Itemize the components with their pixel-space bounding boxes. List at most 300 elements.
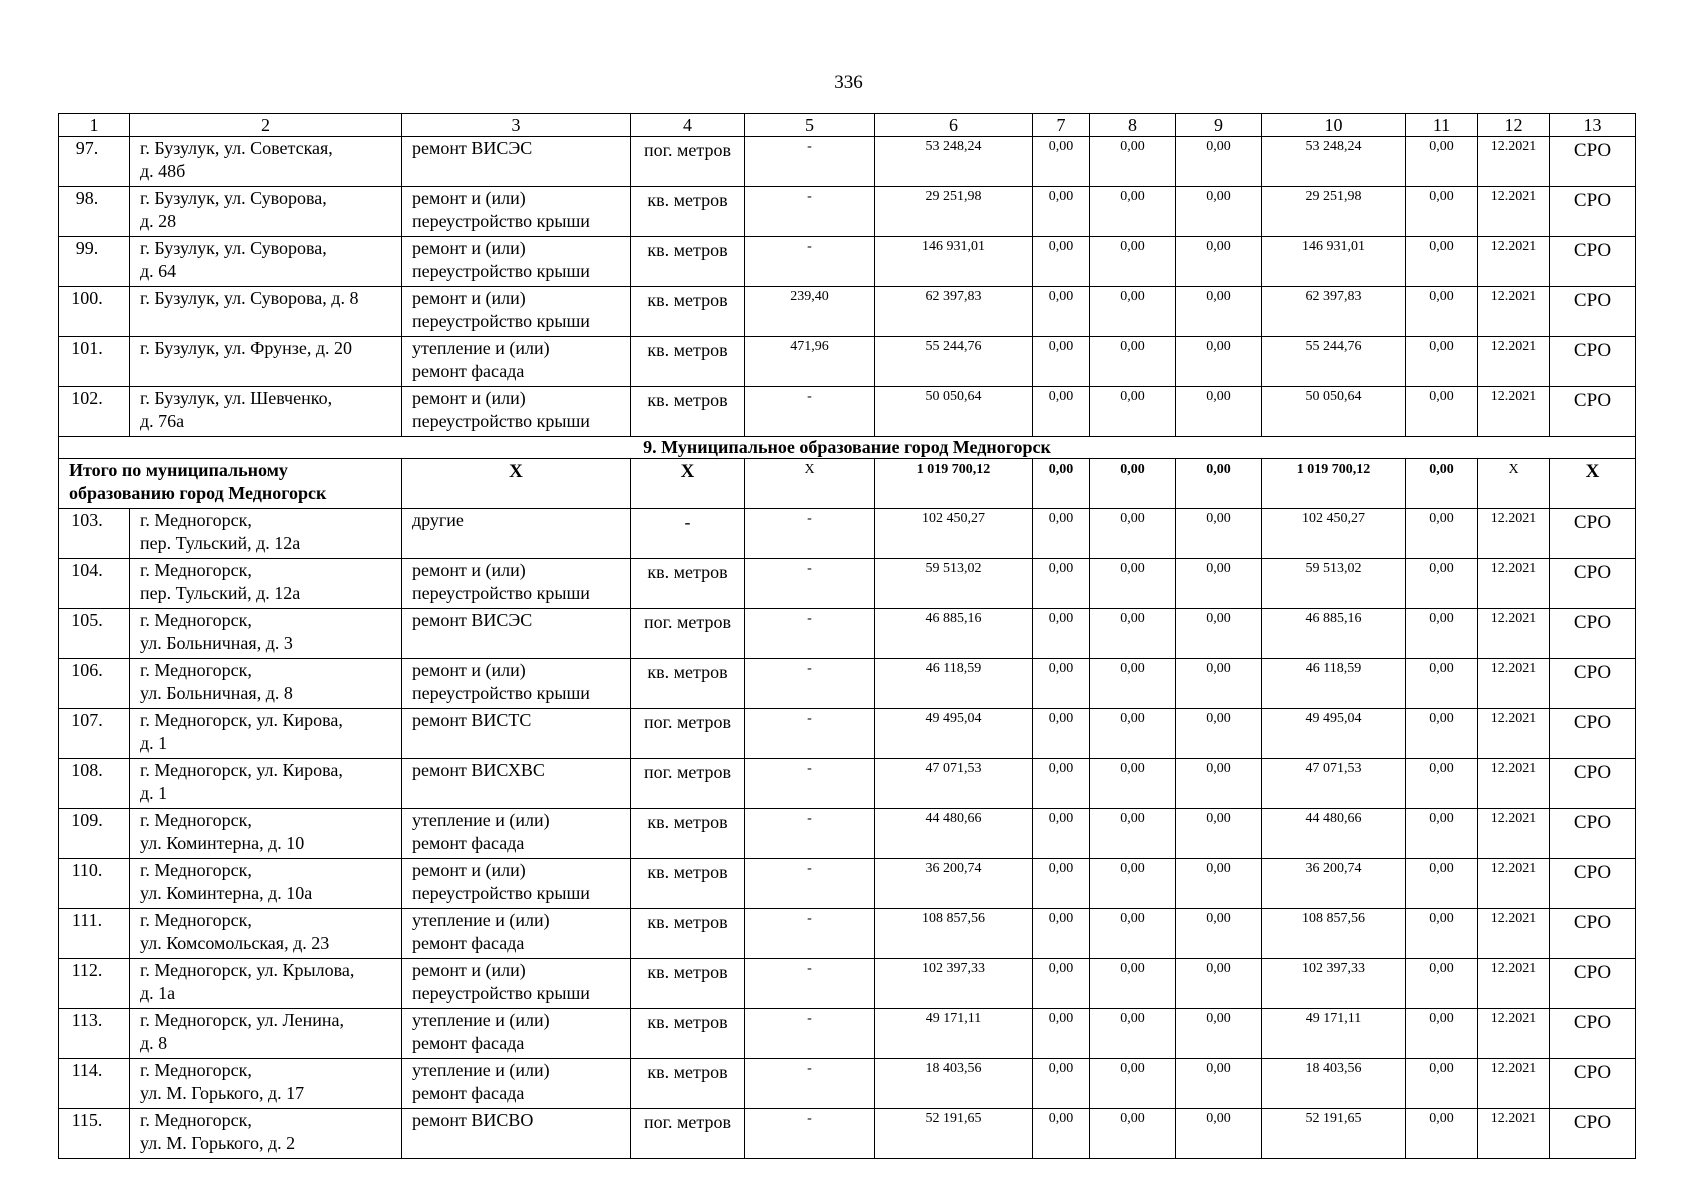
address-cell — [130, 859, 402, 909]
work-type-cell-line: ремонт и (или) — [412, 860, 526, 880]
category-cell: СРО — [1550, 137, 1636, 187]
address-cell-line: г. Медногорск, — [140, 560, 252, 580]
address-cell — [130, 609, 402, 659]
value-cell-c6: 52 191,65 — [875, 1109, 1033, 1159]
value-cell-c9: 0,00 — [1176, 1059, 1262, 1109]
value-cell-c10: 46 885,16 — [1262, 609, 1406, 659]
work-type-cell-line: переустройство крыши — [412, 983, 590, 1003]
column-header: 12 — [1478, 114, 1550, 137]
value-cell-c12: 12.2021 — [1478, 709, 1550, 759]
work-type-cell-line: ремонт фасада — [412, 833, 525, 853]
column-header: 4 — [631, 114, 745, 137]
work-type-cell-line: утепление и (или) — [412, 910, 550, 930]
value-cell-c11: 0,00 — [1406, 659, 1478, 709]
work-type-cell-line: ремонт ВИСВО — [412, 1110, 534, 1130]
address-cell-line: г. Бузулук, ул. Шевченко, — [140, 388, 333, 408]
value-cell-c10: 44 480,66 — [1262, 809, 1406, 859]
value-cell-c5: - — [745, 559, 875, 609]
work-type-cell-line: ремонт фасада — [412, 933, 525, 953]
value-cell-c6: 36 200,74 — [875, 859, 1033, 909]
address-cell — [130, 809, 402, 859]
work-type-cell — [402, 609, 631, 659]
value-cell-c11: 0,00 — [1406, 559, 1478, 609]
value-cell-c6: 46 885,16 — [875, 609, 1033, 659]
address-cell-line: г. Бузулук, ул. Суворова, д. 8 — [140, 288, 359, 308]
row-number: 113. — [59, 1009, 130, 1059]
address-cell-line: г. Медногорск, — [140, 660, 252, 680]
work-type-cell-line: ремонт фасада — [412, 1033, 525, 1053]
work-type-cell-line: ремонт и (или) — [412, 388, 526, 408]
work-type-cell — [402, 1109, 631, 1159]
address-cell-line: г. Медногорск, — [140, 860, 252, 880]
address-cell — [130, 1009, 402, 1059]
total-label-line: Итого по муниципальному — [69, 460, 288, 480]
work-type-cell-line: переустройство крыши — [412, 261, 590, 281]
unit-cell: кв. метров — [631, 909, 745, 959]
table-row — [59, 337, 1636, 387]
category-cell: СРО — [1550, 909, 1636, 959]
column-header: 11 — [1406, 114, 1478, 137]
address-cell — [130, 559, 402, 609]
unit-cell: кв. метров — [631, 809, 745, 859]
work-type-cell — [402, 509, 631, 559]
value-cell-c7: 0,00 — [1033, 909, 1090, 959]
work-type-cell-line: ремонт и (или) — [412, 288, 526, 308]
row-number: 103. — [59, 509, 130, 559]
category-cell: СРО — [1550, 337, 1636, 387]
total-cell: 0,00 — [1176, 459, 1262, 509]
work-type-cell — [402, 759, 631, 809]
row-number: 108. — [59, 759, 130, 809]
value-cell-c11: 0,00 — [1406, 137, 1478, 187]
unit-cell: кв. метров — [631, 337, 745, 387]
address-cell-line: г. Медногорск, — [140, 1060, 252, 1080]
value-cell-c5: - — [745, 759, 875, 809]
value-cell-c6: 46 118,59 — [875, 659, 1033, 709]
column-header: 1 — [59, 114, 130, 137]
value-cell-c6: 18 403,56 — [875, 1059, 1033, 1109]
value-cell-c8: 0,00 — [1090, 609, 1176, 659]
category-cell: СРО — [1550, 859, 1636, 909]
table-row — [59, 137, 1636, 187]
table-row — [59, 1109, 1636, 1159]
column-header: 3 — [402, 114, 631, 137]
value-cell-c7: 0,00 — [1033, 609, 1090, 659]
work-type-cell-line: другие — [412, 510, 464, 530]
unit-cell: кв. метров — [631, 559, 745, 609]
total-cell: 0,00 — [1033, 459, 1090, 509]
value-cell-c7: 0,00 — [1033, 137, 1090, 187]
value-cell-c5: - — [745, 909, 875, 959]
unit-cell: кв. метров — [631, 859, 745, 909]
row-number: 115. — [59, 1109, 130, 1159]
value-cell-c11: 0,00 — [1406, 609, 1478, 659]
value-cell-c6: 49 171,11 — [875, 1009, 1033, 1059]
work-type-cell-line: утепление и (или) — [412, 1010, 550, 1030]
value-cell-c10: 49 495,04 — [1262, 709, 1406, 759]
work-type-cell-line: ремонт и (или) — [412, 660, 526, 680]
work-type-cell-line: ремонт фасада — [412, 361, 525, 381]
value-cell-c6: 108 857,56 — [875, 909, 1033, 959]
table-row — [59, 237, 1636, 287]
category-cell: СРО — [1550, 509, 1636, 559]
value-cell-c7: 0,00 — [1033, 387, 1090, 437]
value-cell-c12: 12.2021 — [1478, 909, 1550, 959]
value-cell-c6: 47 071,53 — [875, 759, 1033, 809]
address-cell-line: д. 28 — [140, 211, 177, 231]
value-cell-c5: 239,40 — [745, 287, 875, 337]
value-cell-c5: - — [745, 387, 875, 437]
work-type-cell — [402, 287, 631, 337]
total-cell: Х — [402, 459, 631, 509]
total-cell: Х — [745, 459, 875, 509]
table-row — [59, 709, 1636, 759]
value-cell-c8: 0,00 — [1090, 909, 1176, 959]
value-cell-c8: 0,00 — [1090, 337, 1176, 387]
column-header: 9 — [1176, 114, 1262, 137]
value-cell-c7: 0,00 — [1033, 559, 1090, 609]
value-cell-c7: 0,00 — [1033, 1009, 1090, 1059]
row-number: 107. — [59, 709, 130, 759]
value-cell-c11: 0,00 — [1406, 187, 1478, 237]
value-cell-c7: 0,00 — [1033, 1109, 1090, 1159]
value-cell-c12: 12.2021 — [1478, 387, 1550, 437]
work-type-cell-line: ремонт фасада — [412, 1083, 525, 1103]
value-cell-c8: 0,00 — [1090, 387, 1176, 437]
address-cell-line: д. 1 — [140, 783, 168, 803]
section-title: 9. Муниципальное образование город Медногорск — [59, 437, 1636, 459]
value-cell-c10: 59 513,02 — [1262, 559, 1406, 609]
value-cell-c9: 0,00 — [1176, 709, 1262, 759]
work-type-cell-line: переустройство крыши — [412, 583, 590, 603]
value-cell-c9: 0,00 — [1176, 509, 1262, 559]
total-row — [59, 459, 1636, 509]
value-cell-c8: 0,00 — [1090, 509, 1176, 559]
value-cell-c10: 108 857,56 — [1262, 909, 1406, 959]
value-cell-c12: 12.2021 — [1478, 759, 1550, 809]
value-cell-c11: 0,00 — [1406, 287, 1478, 337]
row-number: 102. — [59, 387, 130, 437]
address-cell-line: г. Медногорск, — [140, 610, 252, 630]
value-cell-c10: 18 403,56 — [1262, 1059, 1406, 1109]
value-cell-c9: 0,00 — [1176, 859, 1262, 909]
address-cell — [130, 1109, 402, 1159]
value-cell-c11: 0,00 — [1406, 809, 1478, 859]
value-cell-c11: 0,00 — [1406, 1109, 1478, 1159]
address-cell-line: г. Бузулук, ул. Фрунзе, д. 20 — [140, 338, 352, 358]
value-cell-c11: 0,00 — [1406, 909, 1478, 959]
value-cell-c8: 0,00 — [1090, 959, 1176, 1009]
value-cell-c8: 0,00 — [1090, 1059, 1176, 1109]
value-cell-c7: 0,00 — [1033, 759, 1090, 809]
table-row — [59, 287, 1636, 337]
work-type-cell-line: ремонт ВИСХВС — [412, 760, 545, 780]
work-type-cell — [402, 809, 631, 859]
work-type-cell-line: переустройство крыши — [412, 211, 590, 231]
total-label-line: образованию город Медногорск — [69, 483, 327, 503]
column-header: 2 — [130, 114, 402, 137]
unit-cell: кв. метров — [631, 187, 745, 237]
table-row — [59, 1009, 1636, 1059]
value-cell-c10: 53 248,24 — [1262, 137, 1406, 187]
value-cell-c7: 0,00 — [1033, 659, 1090, 709]
table-row — [59, 959, 1636, 1009]
value-cell-c8: 0,00 — [1090, 809, 1176, 859]
address-cell — [130, 959, 402, 1009]
value-cell-c12: 12.2021 — [1478, 659, 1550, 709]
value-cell-c10: 29 251,98 — [1262, 187, 1406, 237]
work-type-cell — [402, 959, 631, 1009]
table-row — [59, 859, 1636, 909]
address-cell-line: г. Медногорск, — [140, 810, 252, 830]
value-cell-c9: 0,00 — [1176, 387, 1262, 437]
value-cell-c5: - — [745, 1059, 875, 1109]
work-type-cell-line: утепление и (или) — [412, 810, 550, 830]
value-cell-c8: 0,00 — [1090, 1109, 1176, 1159]
total-cell: 0,00 — [1090, 459, 1176, 509]
address-cell-line: г. Бузулук, ул. Суворова, — [140, 238, 327, 258]
row-number: 100. — [59, 287, 130, 337]
value-cell-c10: 102 450,27 — [1262, 509, 1406, 559]
value-cell-c7: 0,00 — [1033, 509, 1090, 559]
work-type-cell — [402, 137, 631, 187]
category-cell: СРО — [1550, 1009, 1636, 1059]
value-cell-c12: 12.2021 — [1478, 1059, 1550, 1109]
value-cell-c7: 0,00 — [1033, 287, 1090, 337]
work-type-cell-line: переустройство крыши — [412, 683, 590, 703]
address-cell-line: г. Медногорск, ул. Кирова, — [140, 710, 343, 730]
category-cell: СРО — [1550, 659, 1636, 709]
total-cell: 1 019 700,12 — [1262, 459, 1406, 509]
category-cell: СРО — [1550, 187, 1636, 237]
row-number: 99. — [59, 237, 130, 287]
unit-cell: кв. метров — [631, 959, 745, 1009]
address-cell-line: г. Медногорск, — [140, 1110, 252, 1130]
row-number: 106. — [59, 659, 130, 709]
work-type-cell-line: ремонт ВИСЭС — [412, 610, 533, 630]
work-type-cell-line: ремонт ВИСЭС — [412, 138, 533, 158]
value-cell-c9: 0,00 — [1176, 909, 1262, 959]
value-cell-c6: 146 931,01 — [875, 237, 1033, 287]
address-cell — [130, 509, 402, 559]
category-cell: СРО — [1550, 559, 1636, 609]
value-cell-c7: 0,00 — [1033, 337, 1090, 387]
row-number: 105. — [59, 609, 130, 659]
value-cell-c8: 0,00 — [1090, 559, 1176, 609]
value-cell-c10: 47 071,53 — [1262, 759, 1406, 809]
value-cell-c8: 0,00 — [1090, 187, 1176, 237]
work-type-cell-line: ремонт и (или) — [412, 188, 526, 208]
total-cell: 0,00 — [1406, 459, 1478, 509]
address-cell — [130, 337, 402, 387]
value-cell-c5: - — [745, 959, 875, 1009]
row-number: 101. — [59, 337, 130, 387]
value-cell-c12: 12.2021 — [1478, 609, 1550, 659]
category-cell: СРО — [1550, 1059, 1636, 1109]
row-number: 114. — [59, 1059, 130, 1109]
value-cell-c9: 0,00 — [1176, 809, 1262, 859]
address-cell-line: пер. Тульский, д. 12а — [140, 533, 301, 553]
unit-cell: пог. метров — [631, 1109, 745, 1159]
address-cell-line: ул. Больничная, д. 8 — [140, 683, 293, 703]
address-cell — [130, 387, 402, 437]
value-cell-c10: 102 397,33 — [1262, 959, 1406, 1009]
address-cell-line: д. 1а — [140, 983, 176, 1003]
value-cell-c9: 0,00 — [1176, 337, 1262, 387]
work-type-cell — [402, 709, 631, 759]
value-cell-c6: 50 050,64 — [875, 387, 1033, 437]
work-type-cell-line: ремонт и (или) — [412, 238, 526, 258]
value-cell-c8: 0,00 — [1090, 137, 1176, 187]
address-cell-line: ул. Коминтерна, д. 10 — [140, 833, 305, 853]
address-cell — [130, 709, 402, 759]
value-cell-c5: 471,96 — [745, 337, 875, 387]
value-cell-c10: 36 200,74 — [1262, 859, 1406, 909]
value-cell-c5: - — [745, 187, 875, 237]
work-type-cell — [402, 1009, 631, 1059]
address-cell-line: г. Бузулук, ул. Советская, — [140, 138, 333, 158]
total-cell: 1 019 700,12 — [875, 459, 1033, 509]
address-cell-line: ул. М. Горького, д. 2 — [140, 1133, 296, 1153]
value-cell-c6: 29 251,98 — [875, 187, 1033, 237]
address-cell — [130, 187, 402, 237]
value-cell-c8: 0,00 — [1090, 287, 1176, 337]
value-cell-c5: - — [745, 137, 875, 187]
value-cell-c10: 49 171,11 — [1262, 1009, 1406, 1059]
address-cell-line: ул. Комсомольская, д. 23 — [140, 933, 330, 953]
table-row — [59, 759, 1636, 809]
value-cell-c5: - — [745, 859, 875, 909]
value-cell-c6: 102 450,27 — [875, 509, 1033, 559]
table-row — [59, 1059, 1636, 1109]
address-cell — [130, 659, 402, 709]
unit-cell: пог. метров — [631, 609, 745, 659]
category-cell: СРО — [1550, 709, 1636, 759]
value-cell-c11: 0,00 — [1406, 337, 1478, 387]
work-type-cell-line: ремонт и (или) — [412, 960, 526, 980]
value-cell-c6: 102 397,33 — [875, 959, 1033, 1009]
category-cell: СРО — [1550, 1109, 1636, 1159]
column-header: 13 — [1550, 114, 1636, 137]
value-cell-c12: 12.2021 — [1478, 187, 1550, 237]
value-cell-c6: 62 397,83 — [875, 287, 1033, 337]
table-row — [59, 387, 1636, 437]
work-type-cell — [402, 559, 631, 609]
address-cell-line: ул. Больничная, д. 3 — [140, 633, 293, 653]
category-cell: СРО — [1550, 959, 1636, 1009]
value-cell-c8: 0,00 — [1090, 759, 1176, 809]
value-cell-c5: - — [745, 709, 875, 759]
table-row — [59, 659, 1636, 709]
row-number: 98. — [59, 187, 130, 237]
column-header: 5 — [745, 114, 875, 137]
value-cell-c10: 55 244,76 — [1262, 337, 1406, 387]
work-type-cell-line: переустройство крыши — [412, 311, 590, 331]
category-cell: СРО — [1550, 287, 1636, 337]
total-label — [59, 459, 402, 509]
address-cell-line: д. 76а — [140, 411, 185, 431]
value-cell-c5: - — [745, 237, 875, 287]
work-type-cell-line: утепление и (или) — [412, 338, 550, 358]
value-cell-c10: 62 397,83 — [1262, 287, 1406, 337]
value-cell-c9: 0,00 — [1176, 1009, 1262, 1059]
table-row — [59, 609, 1636, 659]
value-cell-c7: 0,00 — [1033, 959, 1090, 1009]
work-type-cell-line: переустройство крыши — [412, 411, 590, 431]
unit-cell: кв. метров — [631, 237, 745, 287]
value-cell-c10: 46 118,59 — [1262, 659, 1406, 709]
row-number: 111. — [59, 909, 130, 959]
work-type-cell-line: ремонт ВИСТС — [412, 710, 532, 730]
work-type-cell — [402, 1059, 631, 1109]
address-cell-line: г. Медногорск, — [140, 510, 252, 530]
value-cell-c10: 52 191,65 — [1262, 1109, 1406, 1159]
unit-cell: кв. метров — [631, 659, 745, 709]
value-cell-c12: 12.2021 — [1478, 1009, 1550, 1059]
address-cell-line: г. Медногорск, ул. Ленина, — [140, 1010, 344, 1030]
value-cell-c10: 146 931,01 — [1262, 237, 1406, 287]
work-type-cell — [402, 337, 631, 387]
address-cell-line: пер. Тульский, д. 12а — [140, 583, 301, 603]
table-row — [59, 559, 1636, 609]
value-cell-c7: 0,00 — [1033, 237, 1090, 287]
address-cell-line: г. Медногорск, — [140, 910, 252, 930]
value-cell-c6: 44 480,66 — [875, 809, 1033, 859]
work-type-cell — [402, 187, 631, 237]
value-cell-c8: 0,00 — [1090, 237, 1176, 287]
value-cell-c8: 0,00 — [1090, 1009, 1176, 1059]
value-cell-c7: 0,00 — [1033, 709, 1090, 759]
column-header: 7 — [1033, 114, 1090, 137]
address-cell — [130, 1059, 402, 1109]
work-type-cell — [402, 387, 631, 437]
table-row — [59, 509, 1636, 559]
row-number: 109. — [59, 809, 130, 859]
value-cell-c12: 12.2021 — [1478, 559, 1550, 609]
work-type-cell — [402, 659, 631, 709]
table-row — [59, 187, 1636, 237]
unit-cell: пог. метров — [631, 709, 745, 759]
value-cell-c9: 0,00 — [1176, 559, 1262, 609]
address-cell-line: ул. Коминтерна, д. 10а — [140, 883, 313, 903]
value-cell-c11: 0,00 — [1406, 1059, 1478, 1109]
work-type-cell — [402, 909, 631, 959]
address-cell-line: д. 1 — [140, 733, 168, 753]
column-header: 8 — [1090, 114, 1176, 137]
value-cell-c9: 0,00 — [1176, 1109, 1262, 1159]
value-cell-c6: 49 495,04 — [875, 709, 1033, 759]
value-cell-c11: 0,00 — [1406, 509, 1478, 559]
address-cell — [130, 287, 402, 337]
address-cell-line: д. 8 — [140, 1033, 168, 1053]
unit-cell: - — [631, 509, 745, 559]
value-cell-c9: 0,00 — [1176, 137, 1262, 187]
address-cell-line: г. Бузулук, ул. Суворова, — [140, 188, 327, 208]
address-cell — [130, 237, 402, 287]
row-number: 112. — [59, 959, 130, 1009]
value-cell-c9: 0,00 — [1176, 287, 1262, 337]
address-cell — [130, 759, 402, 809]
value-cell-c6: 55 244,76 — [875, 337, 1033, 387]
address-cell-line: ул. М. Горького, д. 17 — [140, 1083, 305, 1103]
unit-cell: кв. метров — [631, 387, 745, 437]
value-cell-c8: 0,00 — [1090, 709, 1176, 759]
value-cell-c10: 50 050,64 — [1262, 387, 1406, 437]
value-cell-c11: 0,00 — [1406, 959, 1478, 1009]
unit-cell: кв. метров — [631, 287, 745, 337]
value-cell-c11: 0,00 — [1406, 759, 1478, 809]
capital-repair-table — [58, 113, 1636, 1159]
